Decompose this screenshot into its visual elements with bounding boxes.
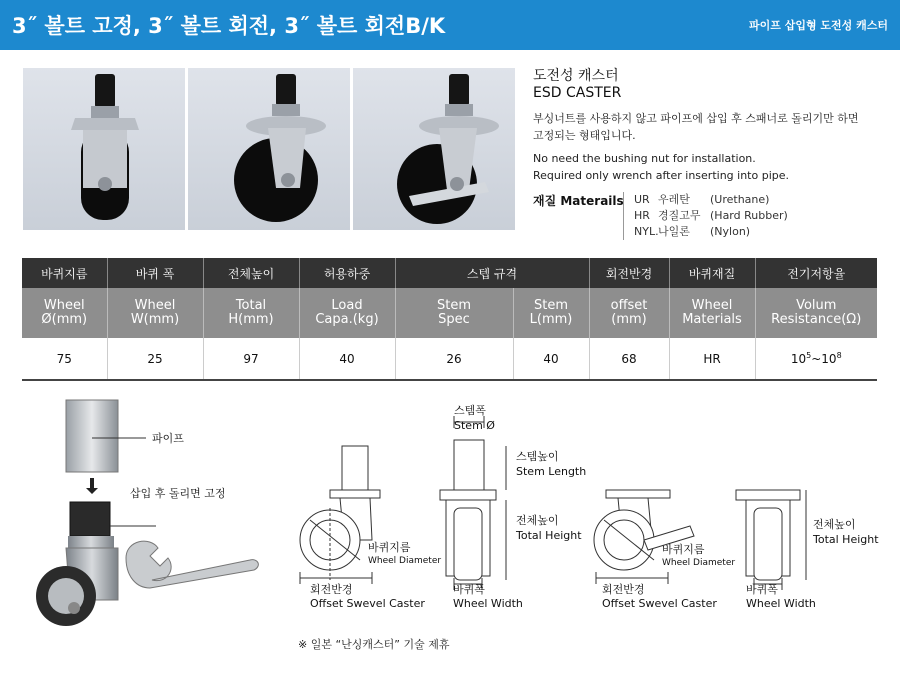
materials-label: 재질 Materails <box>533 194 624 208</box>
table-subheader: offset (mm) <box>589 288 669 338</box>
total-height-2-label-en: Total Height <box>813 533 879 546</box>
swivel-caster-front-diagram <box>440 416 506 590</box>
material-name-en: (Nylon) <box>710 225 751 238</box>
table-header: 스텝 규격 <box>395 258 589 288</box>
offset-2-label-ko: 회전반경 <box>602 583 645 596</box>
desc-en-line-1: No need the bushing nut for installation. <box>533 152 756 165</box>
page-subtitle: 파이프 삽입형 도전성 캐스터 <box>749 19 888 32</box>
product-photo-fixed <box>23 68 185 230</box>
stem-length-label-en: Stem Length <box>516 465 587 478</box>
table-header: 전체높이 <box>203 258 299 288</box>
swivel-caster-brake-front-diagram <box>736 490 806 590</box>
product-name-ko: 도전성 캐스터 <box>533 68 619 84</box>
table-cell: HR <box>669 338 755 380</box>
table-cell: 97 <box>203 338 299 380</box>
table-cell: 40 <box>299 338 395 380</box>
total-height-2-label-ko: 전체높이 <box>813 518 856 531</box>
table-cell: 68 <box>589 338 669 380</box>
desc-ko-line-1: 부싱너트를 사용하지 않고 파이프에 삽입 후 스패너로 돌리기만 하면 <box>533 112 859 125</box>
table-subheader: Wheel Materials <box>669 288 755 338</box>
wrench-illustration <box>126 541 258 588</box>
table-header: 바퀴 폭 <box>107 258 203 288</box>
table-cell-resistance: $10^5\sim 10^8$ <box>755 338 877 380</box>
product-photo-swivel <box>188 68 350 230</box>
table-cell: 25 <box>107 338 203 380</box>
total-height-label-en: Total Height <box>516 529 582 542</box>
material-code: NYL. <box>634 225 659 238</box>
product-name-en: ESD CASTER <box>533 85 622 101</box>
pipe-illustration <box>66 400 146 494</box>
wheel-dia-2-label-ko: 바퀴지름 <box>662 543 705 556</box>
table-cell: 75 <box>22 338 107 380</box>
table-cell: 40 <box>513 338 589 380</box>
material-name-ko: 우레탄 <box>658 193 690 206</box>
table-subheader: Volum Resistance(Ω) <box>755 288 877 338</box>
total-height-label-ko: 전체높이 <box>516 514 559 527</box>
table-header: 바퀴지름 <box>22 258 107 288</box>
wheel-width-2-label-ko: 바퀴폭 <box>746 583 778 596</box>
table-row <box>22 338 877 380</box>
table-header: 전기저항율 <box>755 258 877 288</box>
wheel-width-label-en: Wheel Width <box>453 597 523 610</box>
stem-dia-label-en: Stem Ø <box>454 419 495 432</box>
table-header: 바퀴재질 <box>669 258 755 288</box>
table-subheader: Wheel W(mm) <box>107 288 203 338</box>
table-subheader-row <box>22 288 877 338</box>
stem-dia-label-ko: 스템폭 <box>454 404 486 417</box>
material-name-en: (Urethane) <box>710 193 770 206</box>
table-subheader: Stem L(mm) <box>513 288 589 338</box>
table-subheader: Total H(mm) <box>203 288 299 338</box>
insert-instruction: 삽입 후 돌리면 고정 <box>130 487 226 500</box>
material-name-ko: 나일론 <box>658 225 690 238</box>
table-subheader: Wheel Ø(mm) <box>22 288 107 338</box>
material-code: UR <box>634 193 650 206</box>
material-item <box>634 224 788 240</box>
stem-length-label-ko: 스템높이 <box>516 450 559 463</box>
material-item <box>634 208 788 224</box>
table-cell: 26 <box>395 338 513 380</box>
desc-en-line-2: Required only wrench after inserting into pipe. <box>533 169 789 182</box>
material-code: HR <box>634 209 650 222</box>
table-header: 회전반경 <box>589 258 669 288</box>
spec-table <box>22 258 877 381</box>
wheel-dia-label-ko: 바퀴지름 <box>368 541 411 554</box>
page-title: 3˝ 볼트 고정, 3˝ 볼트 회전, 3˝ 볼트 회전B/K <box>12 14 446 38</box>
offset-label-en: Offset Swevel Caster <box>310 597 425 610</box>
wheel-dia-label-en: Wheel Diameter <box>368 556 442 566</box>
table-subheader: Stem Spec <box>395 288 513 338</box>
table-header-row <box>22 258 877 288</box>
desc-ko-line-2: 고정되는 형태입니다. <box>533 129 636 142</box>
tech-partnership-note: ※ 일본 “난싱캐스터” 기술 제휴 <box>298 638 450 651</box>
materials-list <box>623 192 788 240</box>
table-header: 허용하중 <box>299 258 395 288</box>
offset-2-label-en: Offset Swevel Caster <box>602 597 717 610</box>
product-info <box>533 68 893 184</box>
product-photo-swivel-brake <box>353 68 515 230</box>
wheel-width-2-label-en: Wheel Width <box>746 597 816 610</box>
material-name-ko: 경질고무 <box>658 209 701 222</box>
offset-label-ko: 회전반경 <box>310 583 353 596</box>
material-name-en: (Hard Rubber) <box>710 209 788 222</box>
header-bar <box>0 0 900 50</box>
material-item <box>634 192 788 208</box>
wheel-width-label-ko: 바퀴폭 <box>453 583 485 596</box>
pipe-label: 파이프 <box>152 432 184 445</box>
table-subheader: Load Capa.(kg) <box>299 288 395 338</box>
wheel-dia-2-label-en: Wheel Diameter <box>662 558 736 568</box>
